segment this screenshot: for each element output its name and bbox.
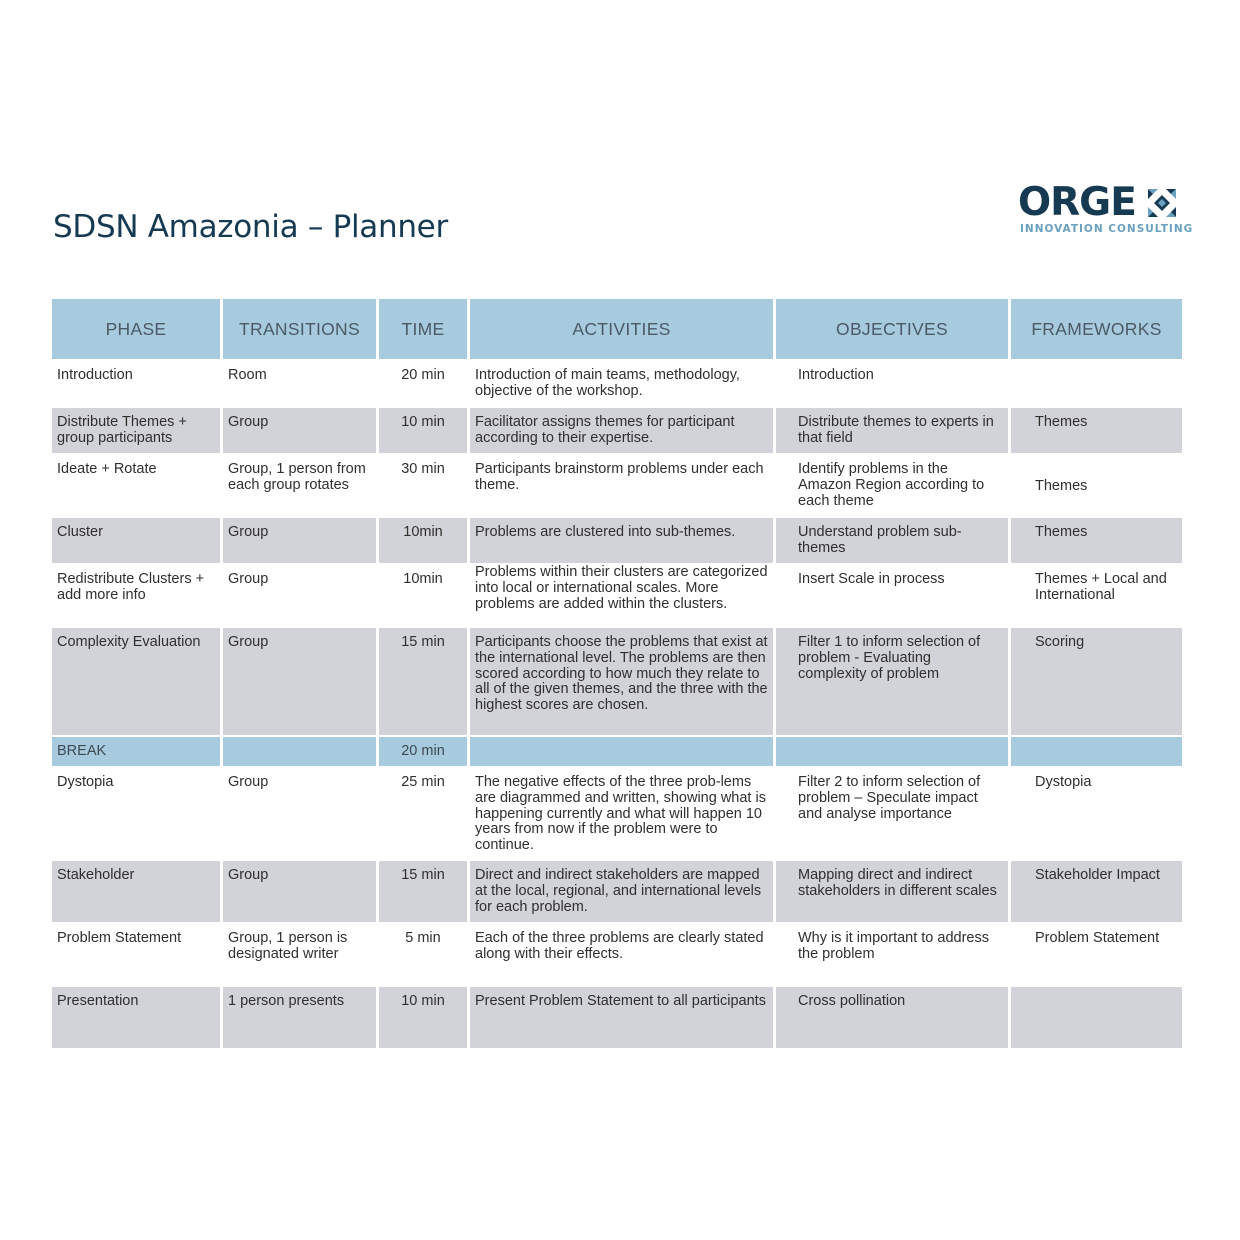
table-row bbox=[52, 565, 1182, 626]
cell-transitions: Group bbox=[223, 518, 376, 563]
header-transitions: TRANSITIONS bbox=[223, 299, 376, 359]
cell-phase: Cluster bbox=[52, 518, 220, 563]
break-row bbox=[52, 737, 1182, 766]
header-activities: ACTIVITIES bbox=[470, 299, 773, 359]
cell-objectives: Why is it important to address the problem bbox=[798, 930, 989, 962]
table-row bbox=[52, 455, 1182, 516]
cell-objectives: Filter 2 to inform selection of problem – Speculate impact and analyse importance bbox=[798, 774, 981, 822]
cell-phase: Stakeholder bbox=[52, 861, 220, 922]
cell-frameworks: Stakeholder Impact bbox=[1011, 861, 1182, 922]
cell-time: 10 min bbox=[379, 987, 467, 1048]
cell-activities: Each of the three problems are clearly stated along with their effects. bbox=[475, 930, 764, 962]
cell-objectives: Cross pollination bbox=[776, 987, 1008, 1048]
cell-activities: Direct and indirect stakeholders are mapped at the local, regional, and international levels for each problem. bbox=[470, 861, 773, 922]
cell-objectives: Introduction bbox=[798, 367, 874, 383]
orge-logo bbox=[1018, 180, 1194, 238]
table-row bbox=[52, 628, 1182, 735]
planner-table bbox=[49, 297, 1185, 1050]
cell-time: 10min bbox=[403, 571, 443, 587]
cell-time: 20 min bbox=[401, 367, 445, 383]
cell-transitions: Group bbox=[223, 408, 376, 453]
cell-transitions: Group, 1 person from each group rotates bbox=[228, 461, 366, 493]
header-time: TIME bbox=[379, 299, 467, 359]
header-phase: PHASE bbox=[52, 299, 220, 359]
table-row bbox=[52, 768, 1182, 859]
cell-transitions: 1 person presents bbox=[223, 987, 376, 1048]
cell-transitions: Group bbox=[228, 571, 269, 587]
cell-frameworks bbox=[1011, 987, 1182, 1048]
cell-activities: Problems are clustered into sub-themes. bbox=[470, 518, 773, 563]
cell-phase: Redistribute Clusters + add more info bbox=[57, 571, 205, 603]
cell-objectives: Identify problems in the Amazon Region according to each theme bbox=[798, 461, 985, 509]
cell-activities: Participants choose the problems that exist at the international level. The problems are then scored according to how much they relate to all of the given themes, and the three with the highest scores are chosen. bbox=[470, 628, 773, 735]
cell-frameworks: Themes + Local and International bbox=[1035, 571, 1167, 603]
cell-objectives bbox=[776, 737, 1008, 766]
cell-activities: Present Problem Statement to all participants bbox=[470, 987, 773, 1048]
page-title: SDSN Amazonia – Planner bbox=[53, 208, 448, 245]
cell-phase: Complexity Evaluation bbox=[52, 628, 220, 735]
cell-activities: Participants brainstorm problems under each theme. bbox=[475, 461, 764, 493]
cell-frameworks: Themes bbox=[1035, 478, 1088, 495]
cell-time: 15 min bbox=[379, 861, 467, 922]
cell-phase: Problem Statement bbox=[57, 930, 182, 946]
table-row bbox=[52, 361, 1182, 406]
cell-transitions: Group bbox=[228, 774, 269, 790]
cell-frameworks: Dystopia bbox=[1035, 774, 1092, 790]
table-row bbox=[52, 518, 1182, 563]
cell-time: 30 min bbox=[401, 461, 445, 477]
cell-transitions: Group bbox=[223, 628, 376, 735]
cell-frameworks: Problem Statement bbox=[1035, 930, 1160, 946]
cell-transitions bbox=[223, 737, 376, 766]
cell-time: 10 min bbox=[379, 408, 467, 453]
cell-activities: Introduction of main teams, methodology, objective of the workshop. bbox=[475, 367, 740, 399]
cell-activities: Facilitator assigns themes for participant according to their expertise. bbox=[470, 408, 773, 453]
cell-phase: Dystopia bbox=[57, 774, 114, 790]
cell-time: 25 min bbox=[401, 774, 445, 790]
table-row bbox=[52, 408, 1182, 453]
cell-phase: Presentation bbox=[52, 987, 220, 1048]
cell-frameworks bbox=[1011, 361, 1182, 406]
cell-frameworks bbox=[1011, 737, 1182, 766]
cell-phase: BREAK bbox=[52, 737, 220, 766]
cell-objectives: Understand problem sub-themes bbox=[776, 518, 1008, 563]
cell-transitions: Group bbox=[223, 861, 376, 922]
cell-transitions: Group, 1 person is designated writer bbox=[228, 930, 348, 962]
cell-transitions: Room bbox=[228, 367, 267, 383]
cell-activities: Problems within their clusters are categorized into local or international scales. More problems are added within the clusters. bbox=[475, 565, 768, 612]
cell-objectives: Distribute themes to experts in that field bbox=[776, 408, 1008, 453]
header-objectives: OBJECTIVES bbox=[776, 299, 1008, 359]
cell-time: 5 min bbox=[405, 930, 441, 946]
logo-wordmark: ORGE bbox=[1018, 180, 1136, 225]
cell-frameworks: Scoring bbox=[1011, 628, 1182, 735]
logo-tagline: INNOVATION CONSULTING bbox=[1020, 223, 1194, 235]
cell-objectives: Mapping direct and indirect stakeholders in different scales bbox=[776, 861, 1008, 922]
cell-activities bbox=[470, 737, 773, 766]
cell-time: 15 min bbox=[379, 628, 467, 735]
cell-phase: Ideate + Rotate bbox=[57, 461, 157, 477]
table-row bbox=[52, 861, 1182, 922]
cell-objectives: Insert Scale in process bbox=[798, 571, 945, 587]
table-header-row bbox=[52, 299, 1182, 359]
cell-time: 10min bbox=[379, 518, 467, 563]
cell-activities: The negative effects of the three prob-lems are diagrammed and written, showing what is happening currently and what will happen 10 years from now if the problem were to continue. bbox=[475, 774, 766, 854]
cell-objectives: Filter 1 to inform selection of problem - Evaluating complexity of problem bbox=[776, 628, 1008, 735]
table-row bbox=[52, 987, 1182, 1048]
cell-phase: Introduction bbox=[57, 367, 133, 383]
header-frameworks: FRAMEWORKS bbox=[1011, 299, 1182, 359]
cell-time: 20 min bbox=[379, 737, 467, 766]
cell-phase: Distribute Themes + group participants bbox=[52, 408, 220, 453]
cell-frameworks: Themes bbox=[1011, 408, 1182, 453]
logo-pinwheel-icon bbox=[1144, 185, 1180, 221]
cell-frameworks: Themes bbox=[1011, 518, 1182, 563]
table-row bbox=[52, 924, 1182, 985]
